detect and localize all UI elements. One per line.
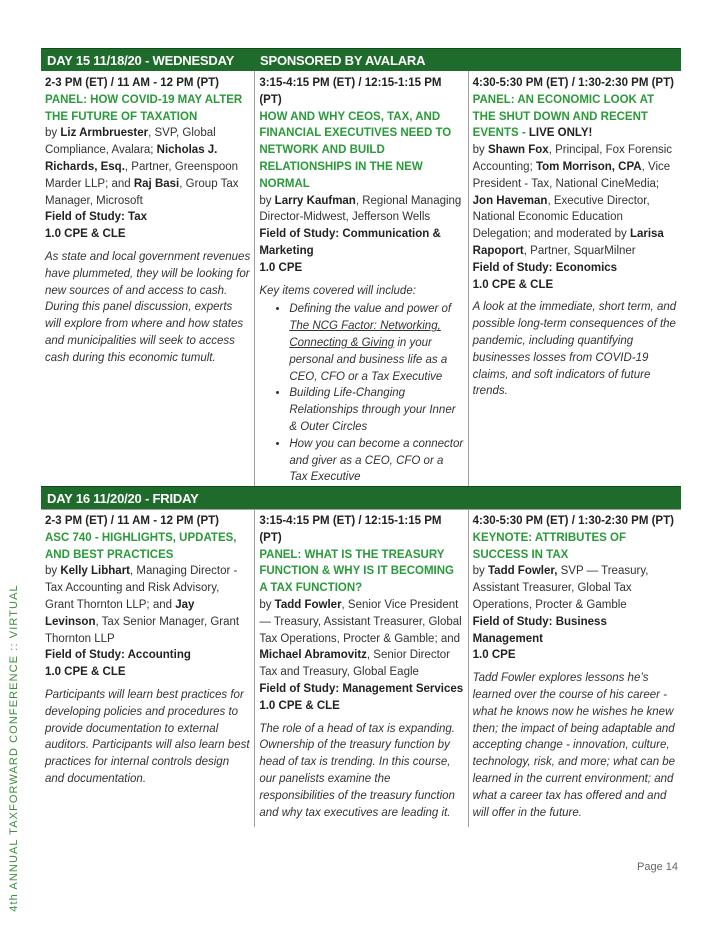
cpe-credits: 1.0 CPE & CLE	[45, 228, 126, 241]
session-description: A look at the immediate, short term, and possible long-term consequences of the pandemic, including quantifying businesses losses from COVID-19 claims, and soft indicators of future trends.	[472, 301, 677, 398]
presenter-name: Shawn Fox	[488, 144, 549, 157]
field-of-study: Field of Study: Management Services	[259, 682, 464, 695]
presenter-name: Kelly Libhart	[60, 565, 130, 578]
session-col-2	[254, 509, 467, 827]
presenter-name: Tom Morrison, CPA	[535, 160, 642, 173]
session-col-3	[468, 71, 681, 510]
presenter-name: Raj Basi	[133, 177, 180, 190]
presenters: by Tadd Fowler, Senior Vice President — Treasury, Assistant Treasurer, Global Tax Operations, Procter & Gamble; and Michael Abramovitz, Senior Director Tax and Treasury, Global Eagle	[259, 598, 462, 679]
presenters: by Larry Kaufman, Regional Managing Director-Midwest, Jefferson Wells	[259, 194, 462, 224]
presenter-name: Jon Haveman	[472, 194, 548, 207]
list-item: • Defining the value and power of The NCG Factor: Networking, Connecting & Giving in your personal and business life as a CEO, CFO or a Tax Executive	[289, 301, 463, 385]
session-time: 4:30-5:30 PM (ET) / 1:30-2:30 PM (PT)	[472, 77, 674, 89]
session-title: ASC 740 - HIGHLIGHTS, UPDATES, AND BEST PRACTICES	[45, 531, 237, 561]
session-col-1	[41, 509, 254, 827]
session-description: The role of a head of tax is expanding. Ownership of the treasury function by head of tax is trending. In this course, our panelists examine the responsibilities of the treasury function and why tax executives are leading it.	[259, 722, 455, 819]
cpe-credits: 1.0 CPE & CLE	[45, 666, 126, 679]
field-of-study: Field of Study: Tax	[45, 211, 148, 224]
presenter-name: Jay Levinson	[45, 598, 195, 628]
presenters: by Shawn Fox, Principal, Fox Forensic Accounting; Tom Morrison, CPA, Vice President - Tax, National CineMedia; Jon Haveman, Executive Director, National Economic Education Delegation; and moderated by Larisa Rapoport, Partner, SquarMilner	[472, 144, 673, 257]
conference-name: 4th ANNUAL TAXFORWARD CONFERENCE :: VIRTUAL	[8, 583, 20, 912]
presenter-name: Michael Abramovitz	[259, 649, 367, 662]
presenters: by Tadd Fowler, SVP — Treasury, Assistant Treasurer, Global Tax Operations, Procter & Gamble	[472, 565, 649, 611]
presenters: by Kelly Libhart, Managing Director - Tax Accounting and Risk Advisory, Grant Thornton LLP; and Jay Levinson, Tax Senior Manager, Grant Thornton LLP	[45, 565, 240, 645]
session-description: As state and local government revenues have plummeted, they will be looking for new sources of and access to cash. During this panel discussion, experts will explore from where and how states and municipalities will seek to access cash during this economic tumult.	[45, 250, 251, 364]
session-time: 3:15-4:15 PM (ET) / 12:15-1:15 PM (PT)	[259, 77, 442, 106]
presenter-name: Liz Armbruester	[60, 127, 149, 140]
session-time: 2-3 PM (ET) / 11 AM - 12 PM (PT)	[45, 77, 220, 89]
presenter-name: Nicholas J. Richards, Esq.	[45, 144, 218, 173]
presenter-name: Tadd Fowler	[274, 598, 342, 611]
session-title: PANEL: HOW COVID-19 MAY ALTER THE FUTURE OF TAXATION	[45, 93, 243, 123]
page-number: Page 14	[637, 861, 678, 873]
session-intro: Key items covered will include:	[259, 284, 416, 297]
cpe-credits: 1.0 CPE & CLE	[472, 278, 554, 291]
live-only-tag: LIVE ONLY!	[528, 127, 593, 140]
day-header: DAY 15 11/18/20 - WEDNESDAY	[47, 52, 235, 68]
session-title: HOW AND WHY CEOS, TAX, AND FINANCIAL EXECUTIVES NEED TO NETWORK AND BUILD RELATIONSHIPS IN THE NEW NORMAL	[259, 110, 452, 190]
session-time: 3:15-4:15 PM (ET) / 12:15-1:15 PM (PT)	[259, 515, 442, 544]
field-of-study: Field of Study: Economics	[472, 261, 618, 274]
list-item: • Building Life-Changing Relationships through your Inner & Outer Circles	[289, 385, 463, 435]
field-of-study: Field of Study: Accounting	[45, 649, 191, 662]
cpe-credits: 1.0 CPE & CLE	[259, 699, 340, 712]
day-header-band	[41, 48, 681, 71]
session-title: KEYNOTE: ATTRIBUTES OF SUCCESS IN TAX	[472, 531, 626, 561]
day-header-band	[41, 486, 681, 509]
session-title: PANEL: AN ECONOMIC LOOK AT THE SHUT DOWN AND RECENT EVENTS - LIVE ONLY!	[472, 93, 655, 140]
session-col-2	[254, 71, 467, 510]
presenter-name: Larisa Rapoport	[472, 228, 664, 257]
session-time: 4:30-5:30 PM (ET) / 1:30-2:30 PM (PT)	[472, 515, 674, 527]
side-banner	[4, 575, 24, 920]
field-of-study: Field of Study: Communication & Marketing	[259, 228, 441, 257]
presenter-name: Tadd Fowler,	[488, 565, 558, 578]
key-items-list	[259, 301, 463, 503]
list-item: • How you can become a connector and giver as a CEO, CFO or a Tax Executive	[289, 436, 463, 486]
session-col-3	[468, 509, 681, 827]
ncg-factor-link[interactable]: The NCG Factor: Networking, Connecting & Giving	[289, 320, 441, 349]
field-of-study: Field of Study: Business Management	[472, 615, 607, 645]
session-time: 2-3 PM (ET) / 11 AM - 12 PM (PT)	[45, 515, 220, 527]
day-16-section	[41, 486, 681, 827]
session-col-1	[41, 71, 254, 510]
cpe-credits: 1.0 CPE	[259, 261, 303, 274]
session-description: Tadd Fowler explores lessons he’s learned over the course of his career - what he knows now he wishes he knew then; the impact of being adaptable and accepting change - innovation, culture, technology, risk, and more; what can be learned in the current environment; and what a career tax has offered and and will offer in the future.	[472, 672, 676, 819]
sponsor-label: SPONSORED BY AVALARA	[260, 52, 426, 68]
session-title: PANEL: WHAT IS THE TREASURY FUNCTION & WHY IS IT BECOMING A TAX FUNCTION?	[259, 548, 454, 595]
day-15-section	[41, 48, 681, 510]
presenter-name: Larry Kaufman	[274, 194, 356, 207]
day-header: DAY 16 11/20/20 - FRIDAY	[47, 490, 199, 506]
presenters: by Liz Armbruester, SVP, Global Compliance, Avalara; Nicholas J. Richards, Esq., Partner, Greenspoon Marder LLP; and Raj Basi, Group Tax Manager, Microsoft	[45, 127, 239, 207]
session-description: Participants will learn best practices for developing policies and procedures to provide documentation to external auditors. Participants will also learn best practices for internal controls design and documentation.	[45, 688, 250, 785]
cpe-credits: 1.0 CPE	[472, 649, 516, 662]
